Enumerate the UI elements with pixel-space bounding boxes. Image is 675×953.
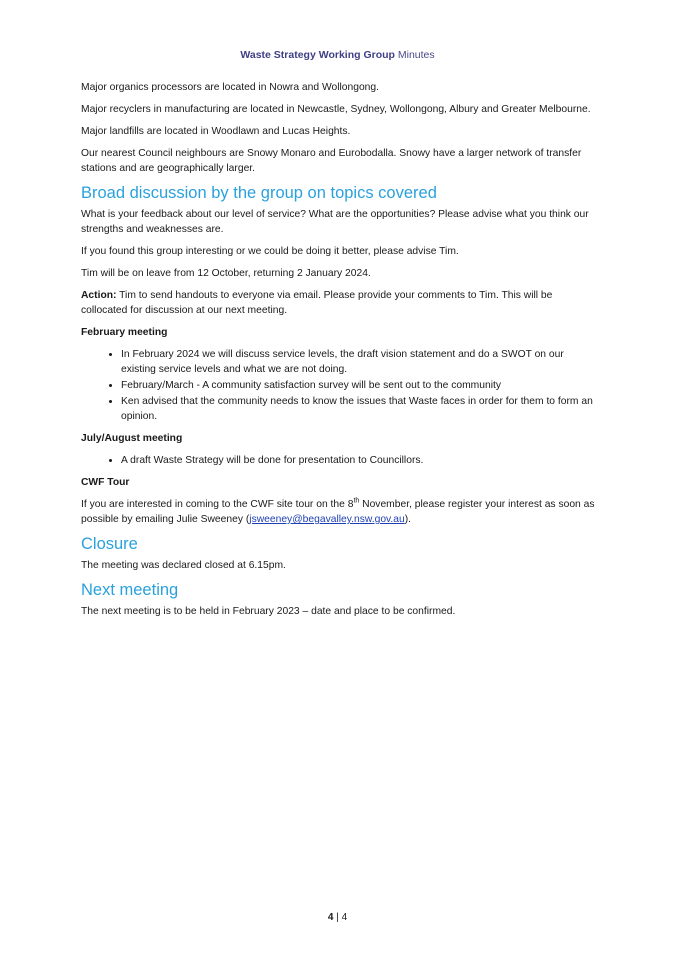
action-paragraph xyxy=(81,288,601,318)
intro-paragraph: Major organics processors are located in Nowra and Wollongong. xyxy=(81,82,380,93)
action-text: Tim to send handouts to everyone via email. Please provide your comments to Tim. This will be collocated for discussion at our next meeting. xyxy=(81,290,553,316)
cwf-tour-title: CWF Tour xyxy=(81,477,130,488)
discussion-paragraph: If you found this group interesting or we could be doing it better, please advise Tim. xyxy=(81,246,459,257)
discussion-paragraph: What is your feedback about our level of service? What are the opportunities? Please advise what you think our strengths and weaknesses are. xyxy=(81,209,589,235)
discussion-heading: Broad discussion by the group on topics covered xyxy=(81,184,437,202)
cwf-paragraph xyxy=(81,497,601,527)
closure-text: The meeting was declared closed at 6.15pm. xyxy=(81,560,286,571)
list-item: • February/March - A community satisfaction survey will be sent out to the community xyxy=(121,378,601,393)
intro-paragraph: Our nearest Council neighbours are Snowy Monaro and Eurobodalla. Snowy have a larger network of transfer stations and are geographically larger. xyxy=(81,148,582,174)
page-total: 4 xyxy=(341,912,348,923)
email-link[interactable]: jsweeney@begavalley.nsw.gov.au xyxy=(249,514,405,525)
february-list xyxy=(81,347,601,424)
closure-heading: Closure xyxy=(81,535,138,553)
intro-paragraph: Major landfills are located in Woodlawn and Lucas Heights. xyxy=(81,126,351,137)
list-item: • A draft Waste Strategy will be done for presentation to Councillors. xyxy=(121,453,601,468)
page-number: 4 xyxy=(327,912,334,923)
document-body xyxy=(81,80,601,626)
page-header xyxy=(0,49,675,61)
intro-paragraph: Major recyclers in manufacturing are located in Newcastle, Sydney, Wollongong, Albury and Greater Melbourne. xyxy=(81,104,591,115)
cwf-text: ). xyxy=(404,514,412,525)
list-item: • Ken advised that the community needs to know the issues that Waste faces in order for them to form an opinion. xyxy=(121,394,601,424)
page-separator: | xyxy=(333,912,342,923)
cwf-text: If you are interested in coming to the CWF site tour on the 8 xyxy=(81,499,354,510)
ordinal-suffix: th xyxy=(353,497,360,505)
next-meeting-heading: Next meeting xyxy=(81,581,179,599)
page-footer xyxy=(0,912,675,923)
header-subtitle: Minutes xyxy=(397,49,435,61)
july-list xyxy=(81,453,601,468)
discussion-paragraph: Tim will be on leave from 12 October, returning 2 January 2024. xyxy=(81,268,371,279)
header-title: Waste Strategy Working Group xyxy=(240,49,395,61)
july-meeting-title: July/August meeting xyxy=(81,433,183,444)
action-label: Action: xyxy=(81,290,117,301)
list-item: • In February 2024 we will discuss service levels, the draft vision statement and do a SWOT on our existing service levels and what we are not doing. xyxy=(121,347,601,377)
february-meeting-title: February meeting xyxy=(81,327,168,338)
cwf-text: November, please register your interest as soon as possible by emailing Julie Sweeney ( xyxy=(81,499,595,525)
next-meeting-text: The next meeting is to be held in February 2023 – date and place to be confirmed. xyxy=(81,606,456,617)
